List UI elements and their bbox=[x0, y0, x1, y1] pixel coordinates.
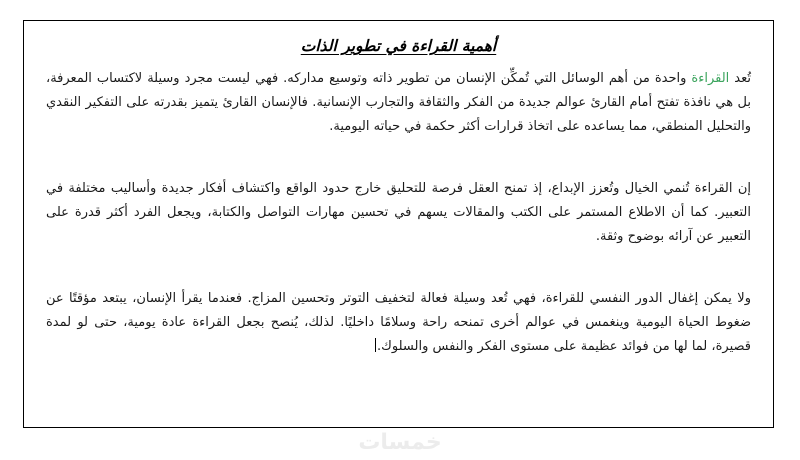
document-title: أهمية القراءة في تطوير الذات bbox=[300, 37, 497, 55]
paragraph-3 bbox=[46, 287, 751, 359]
paragraph-1 bbox=[46, 67, 751, 139]
watermark-logo: خمسات bbox=[358, 430, 442, 455]
paragraph-3-text: ولا يمكن إغفال الدور النفسي للقراءة، فهي تُعد وسيلة فعالة لتخفيف التوتر وتحسين المزاج. فعندما يقرأ الإنسان، يبتعد مؤقتًا عن ضغوط الحياة اليومية وينغمس في عوالم أخرى تمنحه راحة وسلامًا داخليًا. لذلك، يُنصح بجعل القراءة عادة يومية، حتى لو لمدة قصيرة، لما لها من فوائد عظيمة على مستوى الفكر والنفس والسلوك. bbox=[46, 291, 751, 354]
paragraph-1-text: واحدة من أهم الوسائل التي تُمكِّن الإنسان من تطوير ذاته وتوسيع مداركه. فهي ليست مجرد وسيلة لاكتساب المعرفة، بل هي نافذة تفتح أمام القارئ عوالم جديدة من الفكر والثقافة والتجارب الإنسانية. فالإنسان القارئ يتميز بقدرته على التفكير النقدي والتحليل المنطقي، مما يساعده على اتخاذ قرارات أكثر حكمة في حياته اليومية. bbox=[46, 71, 751, 134]
paragraph-1-prefix: تُعد bbox=[729, 71, 751, 86]
paragraph-2-text: إن القراءة تُنمي الخيال وتُعزز الإبداع، إذ تمنح العقل فرصة للتحليق خارج حدود الواقع واكتشاف أفكار جديدة وأساليب مختلفة في التعبير. كما أن الاطلاع المستمر على الكتب والمقالات يسهم في تحسين مهارات التواصل والكتابة، ويجعل الفرد أكثر قدرة على التعبير عن آرائه بوضوح وثقة. bbox=[46, 181, 751, 244]
highlighted-word: القراءة bbox=[691, 71, 730, 86]
document-page[interactable] bbox=[23, 20, 774, 428]
paragraph-2 bbox=[46, 177, 751, 249]
text-cursor bbox=[375, 338, 376, 352]
